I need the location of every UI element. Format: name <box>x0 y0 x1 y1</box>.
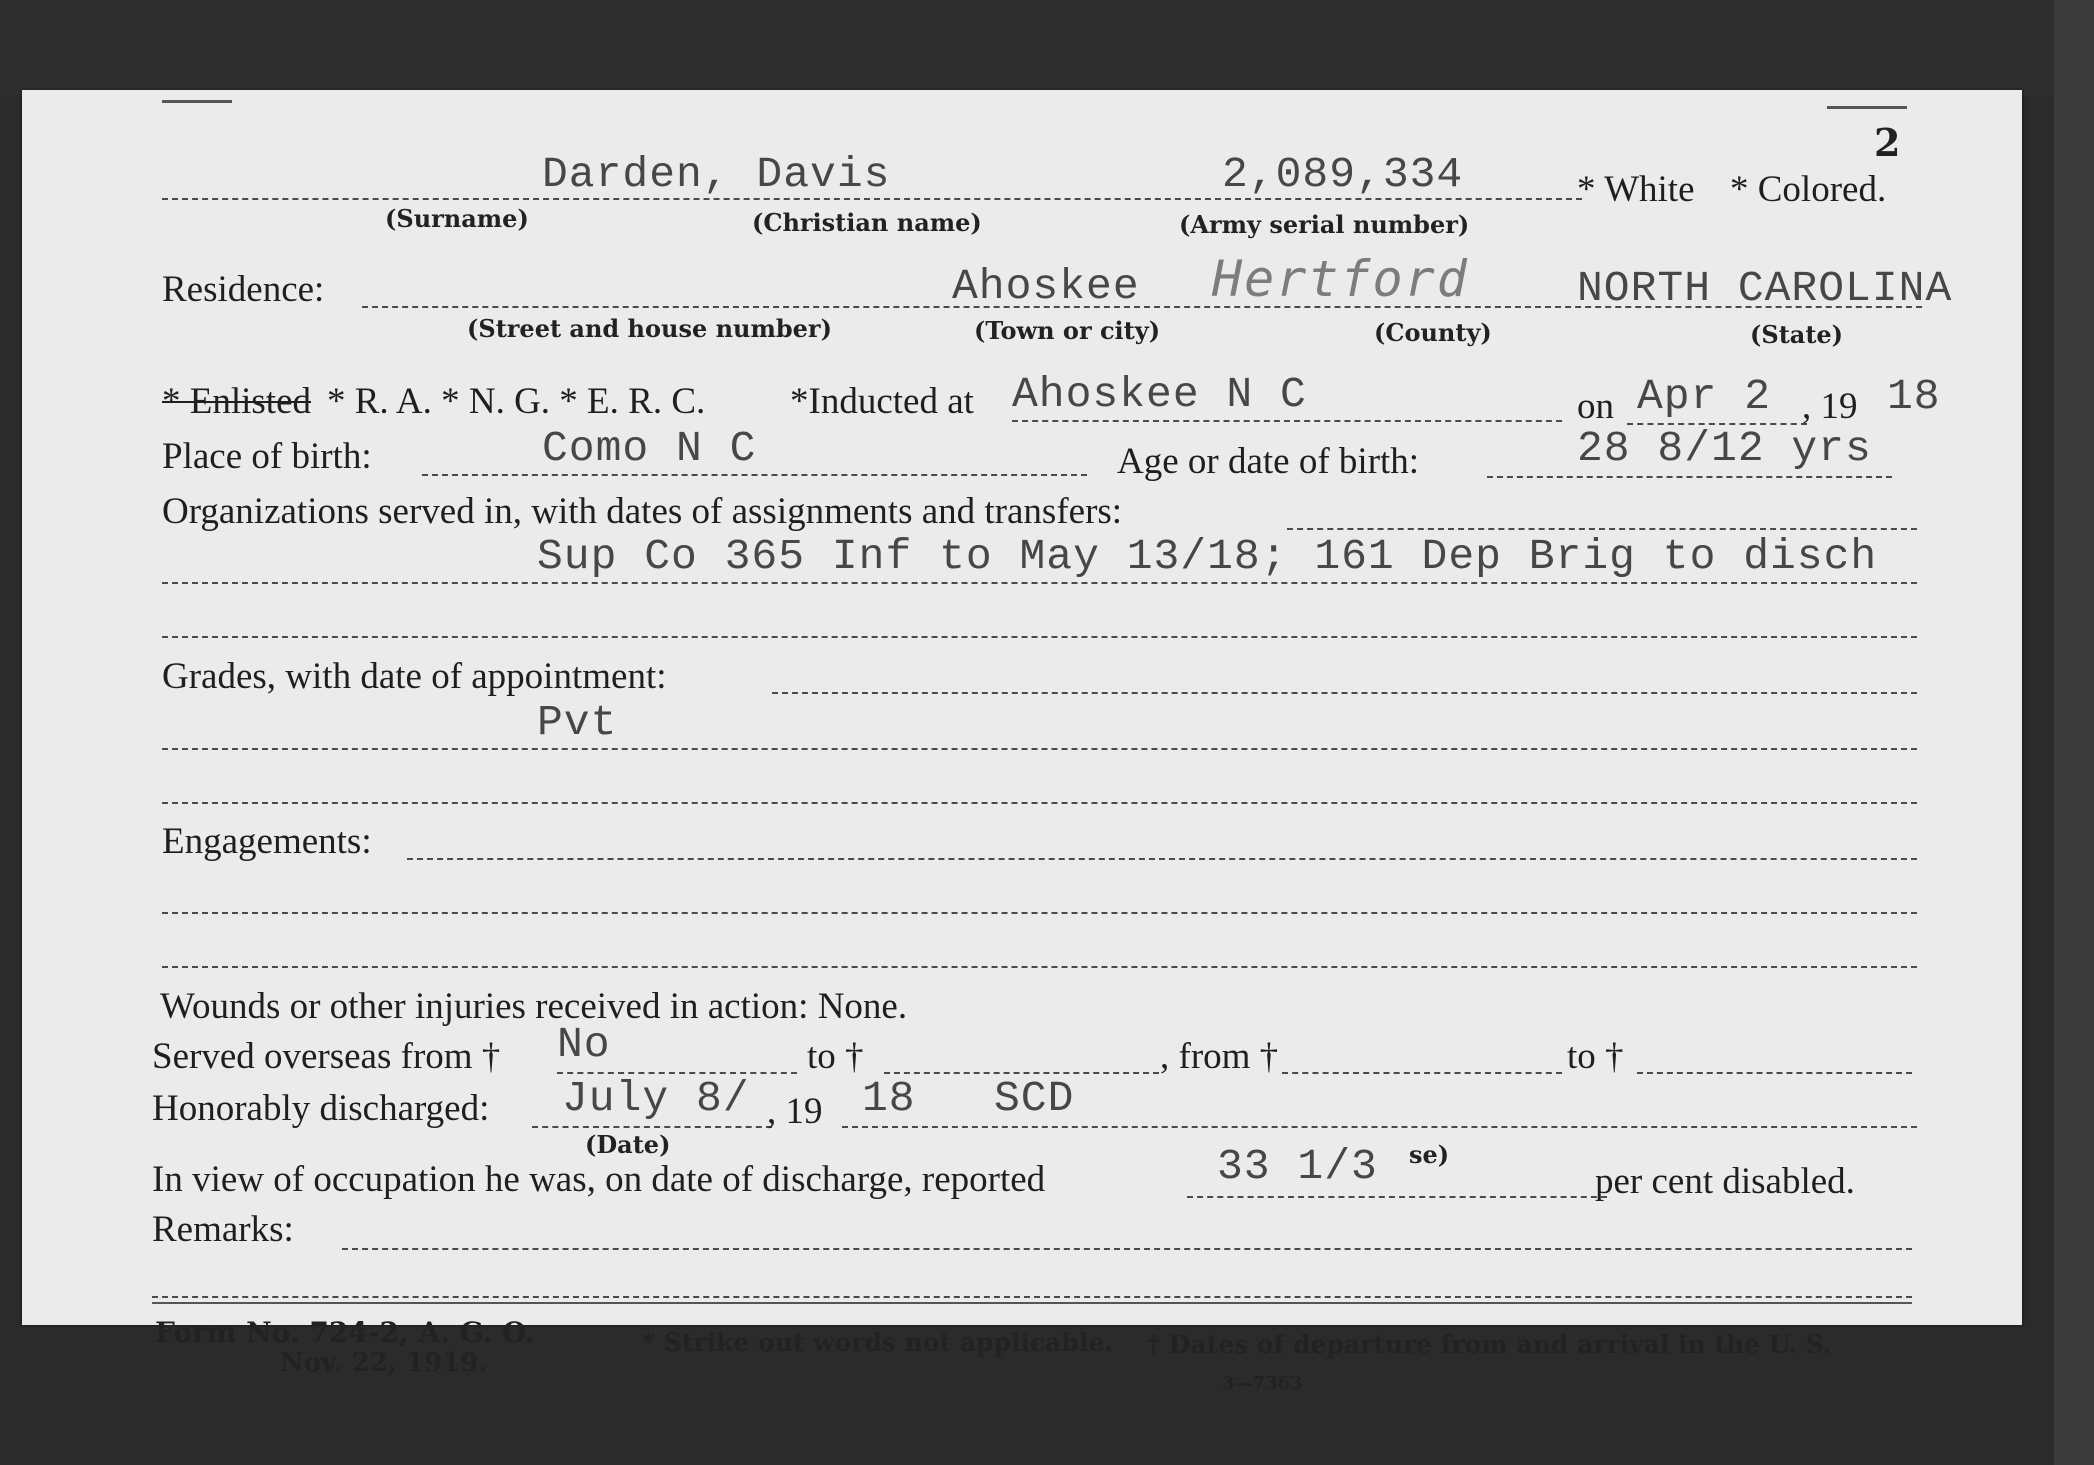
discharge-date-line <box>532 1126 772 1128</box>
engagements-label: Engagements: <box>162 821 372 862</box>
scan-background-right <box>2054 0 2094 1465</box>
induct-year-value: 18 <box>1887 372 1941 421</box>
birth-place-label: Place of birth: <box>162 436 372 477</box>
surname-caption: (Surname) <box>385 204 529 233</box>
discharge-date-value: July 8/ <box>562 1074 750 1123</box>
orgs-line-3 <box>162 636 1917 638</box>
name-value: Darden, Davis <box>542 150 891 199</box>
wounds-label: Wounds or other injuries received in action: None. <box>160 986 908 1027</box>
overseas-from2-line <box>1282 1072 1562 1074</box>
corner-mark-right <box>1827 106 1907 109</box>
date-caption: (Date) <box>585 1130 671 1159</box>
discharge-year-value: 18 <box>862 1074 916 1123</box>
overseas-label: Served overseas from † <box>152 1036 501 1077</box>
inducted-place-value: Ahoskee N C <box>1012 370 1307 419</box>
discharge-year-line <box>842 1126 1917 1128</box>
state-caption: (State) <box>1750 320 1844 349</box>
orgs-label: Organizations served in, with dates of assignments and transfers: <box>162 491 1123 532</box>
grades-label: Grades, with date of appointment: <box>162 656 667 697</box>
engagements-line-1 <box>407 858 1917 860</box>
age-line <box>1487 476 1892 478</box>
inducted-line <box>1012 420 1562 422</box>
grade-value: Pvt <box>537 698 618 747</box>
overseas-to2-label: to † <box>1567 1036 1624 1077</box>
enlisted-label: * Enlisted <box>162 381 312 422</box>
age-label: Age or date of birth: <box>1117 441 1420 482</box>
per-cent-label: per cent disabled. <box>1595 1161 1855 1202</box>
serial-value: 2,089,334 <box>1222 150 1464 199</box>
white-label: * White <box>1577 169 1695 210</box>
corner-mark-left <box>162 100 232 103</box>
engagements-line-3 <box>162 966 1917 968</box>
remarks-rule <box>152 1302 1912 1304</box>
grades-line-3 <box>162 802 1917 804</box>
grades-line-1 <box>772 692 1917 694</box>
overseas-to2-line <box>1637 1072 1912 1074</box>
disabled-caption-fragment: se) <box>1409 1140 1450 1169</box>
engagements-line-2 <box>162 912 1917 914</box>
on-label: on <box>1577 386 1614 427</box>
disabled-value: 33 1/3 <box>1217 1142 1378 1191</box>
town-value: Ahoskee <box>952 262 1140 311</box>
remarks-label: Remarks: <box>152 1209 294 1250</box>
birth-place-line <box>422 474 1087 476</box>
overseas-from-value: No <box>557 1020 611 1069</box>
strike-note: * Strike out words not applicable. <box>642 1328 1113 1357</box>
town-caption: (Town or city) <box>974 316 1161 345</box>
form-number: Form No. 724-2, A. G. O. <box>155 1316 535 1349</box>
christian-name-caption: (Christian name) <box>752 208 982 237</box>
state-value: NORTH CAROLINA <box>1577 264 1953 313</box>
county-value: Hertford <box>1212 250 1469 308</box>
grades-line-2 <box>162 748 1917 750</box>
discharged-label: Honorably discharged: <box>152 1088 490 1129</box>
ra-ng-erc-label: * R. A. * N. G. * E. R. C. <box>327 381 706 422</box>
orgs-value: Sup Co 365 Inf to May 13/18; 161 Dep Brig to disch <box>537 532 1878 581</box>
colored-label: * Colored. <box>1730 169 1887 210</box>
orgs-line-1 <box>1287 528 1917 530</box>
year-prefix: , 19 <box>1802 386 1858 427</box>
print-code: 3—7363 <box>1222 1373 1303 1394</box>
dates-note: † Dates of departure from and arrival in the U. S. <box>1147 1330 1832 1359</box>
remarks-line-2 <box>152 1296 1912 1298</box>
service-record-card <box>22 90 2022 1394</box>
overseas-to-label: to † <box>807 1036 864 1077</box>
residence-label: Residence: <box>162 269 325 310</box>
orgs-line-2 <box>162 582 1917 584</box>
discharge-note-value: SCD <box>994 1074 1075 1123</box>
scan-background-top <box>0 0 2094 95</box>
discharge-year-prefix: , 19 <box>767 1091 823 1132</box>
birth-place-value: Como N C <box>542 424 757 473</box>
page-number: 2 <box>1874 120 1901 165</box>
form-date: Nov. 22, 1919. <box>280 1348 488 1378</box>
occupation-label: In view of occupation he was, on date of discharge, reported <box>152 1159 1046 1200</box>
street-caption: (Street and house number) <box>467 314 832 343</box>
induct-date-value: Apr 2 <box>1637 372 1772 421</box>
age-value: 28 8/12 yrs <box>1577 424 1872 473</box>
inducted-label: *Inducted at <box>790 381 974 422</box>
serial-caption: (Army serial number) <box>1179 210 1470 239</box>
county-caption: (County) <box>1374 318 1492 347</box>
disabled-line <box>1187 1196 1607 1198</box>
remarks-line-1 <box>342 1248 1912 1250</box>
overseas-from2-label: , from † <box>1160 1036 1279 1077</box>
